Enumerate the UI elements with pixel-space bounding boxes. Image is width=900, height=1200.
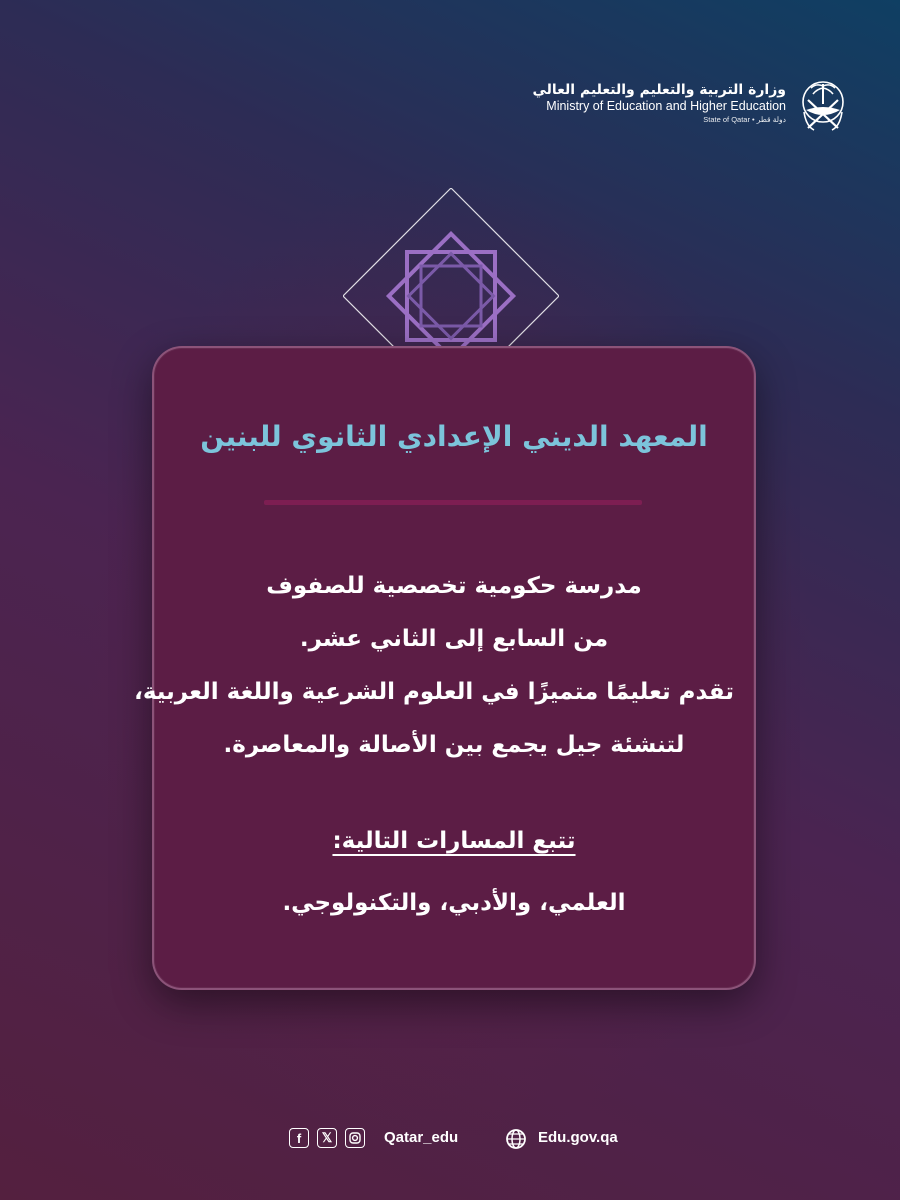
card-title: المعهد الديني الإعدادي الثانوي للبنين: [200, 420, 708, 453]
description: [134, 560, 734, 772]
social-icons: [289, 1128, 365, 1148]
title-divider: [264, 500, 642, 505]
instagram-icon[interactable]: [345, 1128, 365, 1148]
description-line: مدرسة حكومية تخصصية للصفوف: [266, 573, 642, 599]
ministry-name-en: Ministry of Education and Higher Education: [546, 99, 786, 113]
info-card: [134, 346, 756, 990]
description-line: لتنشئة جيل يجمع بين الأصالة والمعاصرة.: [223, 732, 685, 758]
ministry-name: [532, 81, 786, 125]
footer: [0, 1128, 900, 1156]
globe-icon: [505, 1128, 527, 1150]
qatar-emblem-icon: [794, 70, 852, 136]
website-link[interactable]: Edu.gov.qa: [538, 1129, 618, 1146]
tracks-list: العلمي، والأدبي، والتكنولوجي.: [282, 890, 626, 916]
description-line: من السابع إلى الثاني عشر.: [299, 626, 609, 652]
social-handle[interactable]: Qatar_edu: [384, 1129, 459, 1146]
ministry-logo: [532, 70, 852, 136]
ministry-name-ar: وزارة التربية والتعليم والتعليم العالي: [532, 82, 786, 98]
facebook-icon[interactable]: f: [289, 1128, 309, 1148]
x-icon[interactable]: 𝕏: [317, 1128, 337, 1148]
description-line: تقدم تعليمًا متميزًا في العلوم الشرعية واللغة العربية،: [134, 679, 734, 705]
state-label: State of Qatar • دولة قطر: [703, 115, 786, 124]
tracks-heading: [154, 828, 754, 854]
tracks-heading-text: تتبع المسارات التالية:: [332, 828, 576, 854]
